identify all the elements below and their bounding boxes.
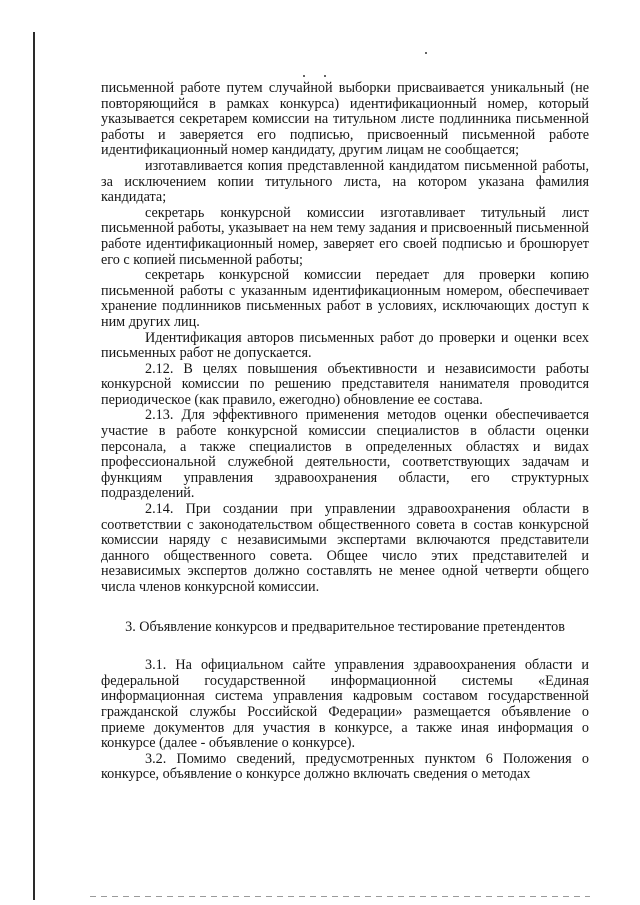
paragraph: секретарь конкурсной комиссии передает для проверки копию письменной работы с указанным идентификационным номером, обеспечивает хранение подлинников письменных работ в условиях, исключающих доступ к ним других лиц. bbox=[101, 267, 589, 330]
scan-speck bbox=[425, 52, 427, 54]
paragraph: 2.13. Для эффективного применения методов оценки обеспечивается участие в работе конкурсной комиссии специалистов в области оценки персонала, а также специалистов в определенных областях и видах профессиональной служебной деятельности, соответствующих задачам и функциям управления здравоохранения области, его структурных подразделений. bbox=[101, 407, 589, 502]
scan-bottom-edge bbox=[90, 896, 590, 897]
binding-edge-line bbox=[33, 32, 35, 900]
paragraph: 3.1. На официальном сайте управления здравоохранения области и федеральной государственной информационной системы «Единая информационная система управления кадровым составом государственной гражданской службы Российской Федерации» размещается объявление о приеме документов для участия в конкурсе, а также иная информация о конкурсе (далее - объявление о конкурсе). bbox=[101, 657, 589, 752]
paragraph: 2.12. В целях повышения объективности и независимости работы конкурсной комиссии по решению представителя нанимателя проводится периодическое (как правило, ежегодно) обновление ее состава. bbox=[101, 360, 589, 408]
scan-speck bbox=[303, 75, 305, 77]
paragraph: секретарь конкурсной комиссии изготавливает титульный лист письменной работы, указывает на нем тему задания и присвоенный письменной работе идентификационный номер, заверяет его своей подписью и брошюрует его с копией письменной работы; bbox=[101, 204, 589, 268]
paragraph: изготавливается копия представленной кандидатом письменной работы, за исключением копии титульного листа, на котором указана фамилия кандидата; bbox=[101, 157, 589, 206]
paragraph: 2.14. При создании при управлении здравоохранения области в соответствии с законодательством общественного совета в состав конкурсной комиссии наряду с независимыми экспертами включаются представители данного общественного совета. Общее число этих представителей и независимых экспертов должно составлять не менее одной четверти общего числа членов конкурсной комиссии. bbox=[101, 501, 589, 595]
paragraph: 3.2. Помимо сведений, предусмотренных пунктом 6 Положения о конкурсе, объявление о конкурсе должно включать сведения о методах bbox=[101, 750, 589, 783]
section-heading: 3. Объявление конкурсов и предварительное тестирование претендентов bbox=[125, 618, 565, 635]
paragraph: Идентификация авторов письменных работ до проверки и оценки всех письменных работ не допускается. bbox=[101, 329, 589, 362]
scan-speck bbox=[324, 75, 326, 77]
document-body bbox=[101, 81, 589, 783]
paragraph: письменной работе путем случайной выборки присваивается уникальный (не повторяющийся в рамках конкурса) идентификационный номер, который указывается секретарем комиссии на титульном листе подлинника письменной работы и заверяется его подписью, присвоенный письменной работе идентификационный номер кандидату, другим лицам не сообщается; bbox=[101, 80, 589, 159]
